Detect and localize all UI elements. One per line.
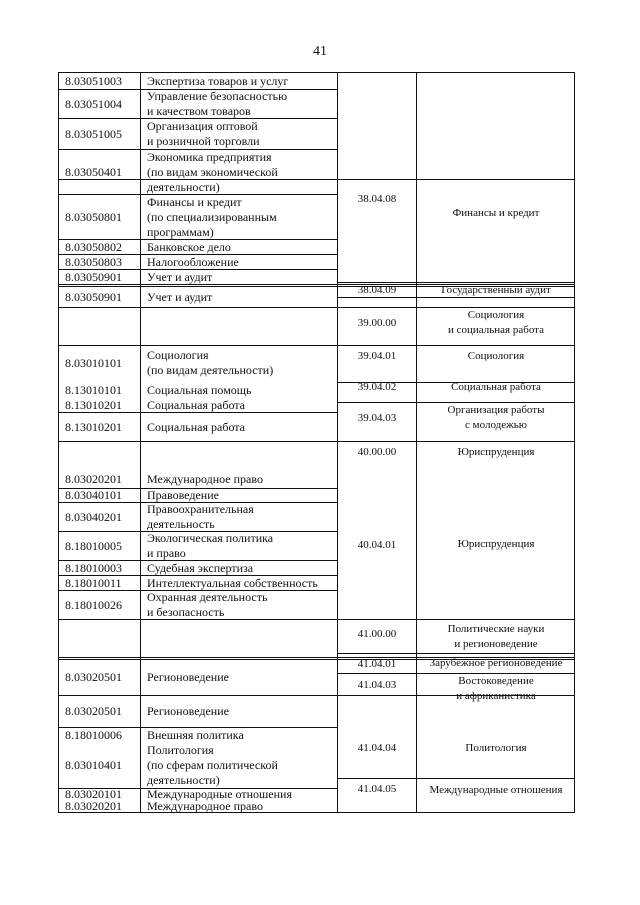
old-name-cell: Судебная экспертиза bbox=[147, 560, 254, 575]
old-name-cell: Социальная работа bbox=[147, 419, 245, 434]
old-code-cell: 8.03050801 bbox=[65, 209, 122, 224]
old-code-cell: 8.18010006 bbox=[65, 727, 122, 742]
old-name-cell: Регионоведение bbox=[147, 704, 229, 718]
new-code-cell: 39.04.01 bbox=[357, 350, 397, 362]
old-name-cell: Экспертиза товаров и услуг bbox=[147, 73, 289, 88]
old-code-cell: 8.18010003 bbox=[65, 560, 122, 575]
old-name-cell: Налогообложение bbox=[147, 254, 239, 269]
new-code-cell: 40.04.01 bbox=[357, 538, 397, 551]
page-number: 41 bbox=[313, 44, 327, 59]
old-name-cell: Экономика предприятия (по видам экономической деятельности) bbox=[147, 149, 278, 194]
old-code-cell: 8.03050401 bbox=[65, 164, 122, 179]
old-name-cell: Социальная помощь bbox=[147, 383, 252, 397]
old-code-cell: 8.18010026 bbox=[65, 597, 122, 612]
new-code-cell bbox=[338, 73, 416, 179]
old-code-cell: 8.03010101 bbox=[65, 355, 122, 370]
old-code-cell: 8.03051005 bbox=[65, 126, 122, 141]
old-name-cell: Международное право bbox=[147, 471, 263, 486]
new-name-cell bbox=[417, 73, 575, 179]
old-code-cell bbox=[59, 308, 140, 345]
new-name-cell: Политология bbox=[465, 741, 527, 754]
old-code-cell bbox=[59, 442, 140, 468]
new-code-cell: 41.04.03 bbox=[357, 678, 397, 691]
old-code-cell: 8.03020501 bbox=[65, 670, 122, 684]
old-name-cell: Экологическая политика и право bbox=[147, 531, 274, 560]
old-name-cell: Правоохранительная деятельность bbox=[147, 502, 254, 531]
old-name-cell: Банковское дело bbox=[147, 239, 231, 254]
old-code-cell: 8.13010101 bbox=[65, 383, 122, 397]
old-code-cell: 8.03020201 bbox=[65, 471, 122, 486]
old-name-cell bbox=[141, 442, 337, 468]
old-name-cell: Социальная работа bbox=[147, 397, 245, 412]
old-name-cell: Управление безопасностью и качеством товаров bbox=[147, 89, 288, 118]
old-name-cell bbox=[141, 620, 337, 657]
old-code-cell: 8.03051004 bbox=[65, 96, 122, 111]
new-code-cell: 39.04.03 bbox=[357, 412, 397, 424]
table-border-bottom bbox=[58, 812, 575, 813]
old-name-cell: Регионоведение bbox=[147, 670, 229, 684]
new-name-cell: Государственный аудит bbox=[441, 283, 551, 296]
old-name-cell: Социология (по видам деятельности) bbox=[147, 348, 274, 377]
old-name-cell: Международное право bbox=[147, 798, 263, 813]
new-name-cell: Юриспруденция bbox=[457, 538, 535, 550]
old-code-cell bbox=[59, 620, 140, 657]
old-name-cell: Учет и аудит bbox=[147, 289, 213, 304]
new-name-cell: Организация работы с молодежью bbox=[447, 404, 545, 431]
old-name-cell: Международные отношения bbox=[147, 786, 292, 801]
old-code-cell: 8.13010201 bbox=[65, 397, 122, 412]
old-name-cell: Правоведение bbox=[147, 488, 219, 502]
new-code-cell: 41.04.04 bbox=[357, 742, 397, 754]
old-name-cell: Охранная деятельность и безопасность bbox=[147, 590, 268, 619]
old-code-cell: 8.03051003 bbox=[65, 73, 122, 88]
new-code-cell: 38.04.09 bbox=[357, 284, 397, 296]
old-code-cell: 8.03050803 bbox=[65, 254, 122, 269]
old-code-cell: 8.03040201 bbox=[65, 509, 122, 524]
new-name-cell: Социология и социальная работа bbox=[447, 309, 544, 336]
old-code-cell: 8.03020201 bbox=[65, 798, 122, 813]
new-code-cell: 38.04.08 bbox=[357, 193, 397, 205]
new-name-cell: Зарубежное регионоведение bbox=[429, 657, 563, 669]
old-name-cell: Интеллектуальная собственность bbox=[147, 575, 318, 590]
old-name-cell: Учет и аудит bbox=[147, 269, 213, 284]
old-code-cell: 8.18010005 bbox=[65, 538, 122, 553]
new-name-cell: Юриспруденция bbox=[457, 445, 535, 458]
old-code-cell: 8.03050901 bbox=[65, 289, 122, 304]
new-name-cell: Политические науки и регионоведение bbox=[447, 622, 545, 650]
old-code-cell: 8.03010401 bbox=[65, 758, 122, 772]
new-code-cell: 40.00.00 bbox=[357, 446, 397, 458]
new-name-cell: Международные отношения bbox=[429, 784, 563, 796]
new-name-cell: Социология bbox=[467, 349, 525, 362]
old-name-cell: Политология (по сферам политической деятельности) bbox=[147, 743, 278, 787]
old-name-cell: Финансы и кредит (по специализированным программам) bbox=[147, 194, 277, 239]
old-code-cell: 8.03050802 bbox=[65, 239, 122, 254]
new-code-cell: 39.00.00 bbox=[357, 317, 397, 329]
new-name-cell: Финансы и кредит bbox=[452, 206, 540, 219]
old-code-cell: 8.03040101 bbox=[65, 488, 122, 502]
old-code-cell: 8.18010011 bbox=[65, 575, 122, 590]
old-name-cell bbox=[141, 308, 337, 345]
new-code-cell: 41.04.05 bbox=[357, 783, 397, 795]
old-code-cell: 8.03020501 bbox=[65, 704, 122, 718]
new-name-cell: Социальная работа bbox=[451, 380, 541, 393]
correspondence-table bbox=[58, 72, 575, 813]
new-code-cell: 41.04.01 bbox=[357, 657, 397, 670]
old-code-cell: 8.13010201 bbox=[65, 419, 122, 434]
new-code-cell: 41.00.00 bbox=[357, 628, 397, 640]
new-code-cell: 39.04.02 bbox=[357, 381, 397, 393]
new-name-cell: Востоковедение и африканистика bbox=[456, 675, 536, 702]
old-code-cell: 8.03050901 bbox=[65, 269, 122, 284]
old-code-cell: 8.03020101 bbox=[65, 786, 122, 801]
old-name-cell: Организация оптовой и розничной торговли bbox=[147, 119, 260, 148]
old-name-cell: Внешняя политика bbox=[147, 727, 244, 742]
